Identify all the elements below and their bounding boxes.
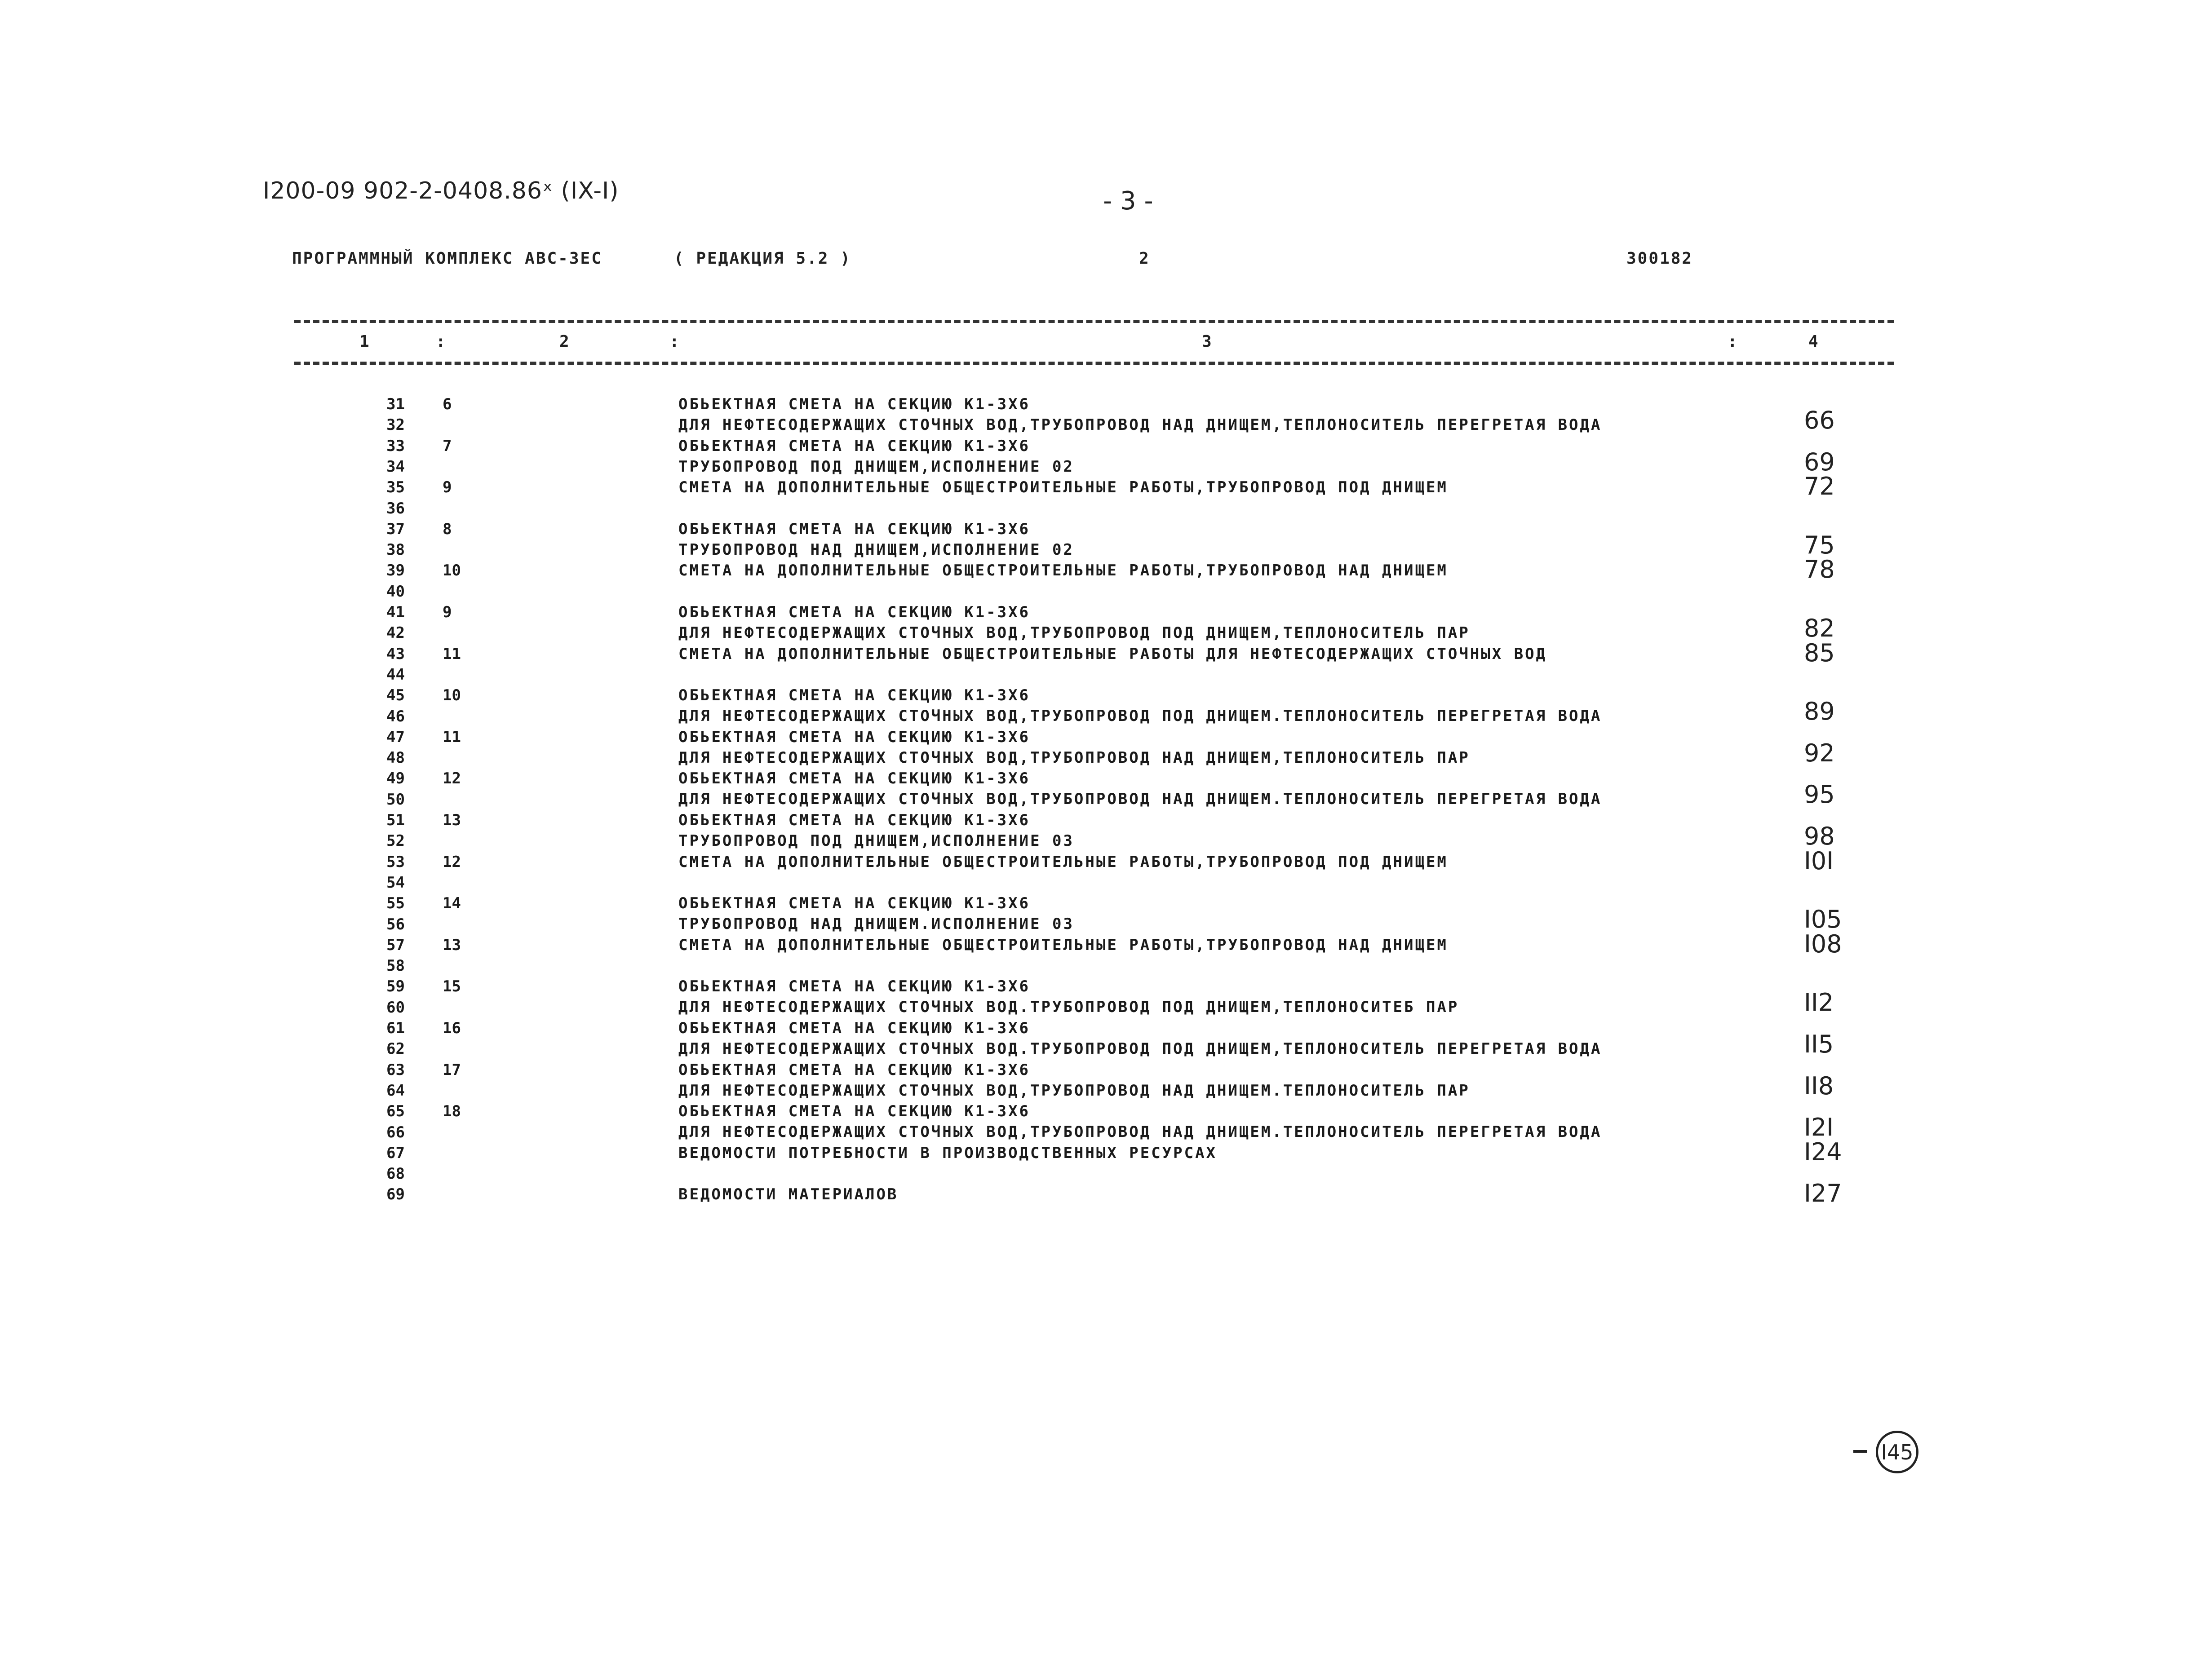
page-number: 72 [1804, 472, 1835, 501]
row-number: 39 [386, 561, 405, 580]
section-number: 10 [443, 561, 461, 580]
row-number: 65 [386, 1102, 405, 1121]
page-number: I0I [1804, 846, 1834, 875]
page-number: 92 [1804, 738, 1835, 767]
row-number: 52 [386, 832, 405, 850]
row-number: 41 [386, 603, 405, 621]
row-number: 32 [386, 416, 405, 434]
table-header-rule [294, 362, 1894, 365]
page-number: 78 [1804, 555, 1835, 584]
section-number: 14 [443, 894, 461, 913]
row-number: 60 [386, 998, 405, 1017]
page-number: I05 [1804, 905, 1842, 934]
entry-text: ОБЬЕКТНАЯ СМЕТА НА СЕКЦИЮ К1-3Х6 [678, 1061, 1031, 1079]
entry-text: ДЛЯ НЕФТЕСОДЕРЖАЩИХ СТОЧНЫХ ВОД,ТРУБОПРОВОД НАД ДНИЩЕМ.ТЕПЛОНОСИТЕЛЬ ПЕРЕГРЕТАЯ ВОДА [678, 790, 1602, 809]
row-number: 36 [386, 499, 405, 517]
row-number: 38 [386, 541, 405, 559]
row-number: 40 [386, 582, 405, 601]
entry-text: ОБЬЕКТНАЯ СМЕТА НА СЕКЦИЮ К1-3Х6 [678, 894, 1031, 913]
sheet-number-stamp: I45 [1876, 1431, 1918, 1473]
row-number: 33 [386, 437, 405, 455]
page-number: 95 [1804, 780, 1835, 809]
entry-text: ТРУБОПРОВОД ПОД ДНИЩЕМ,ИСПОЛНЕНИЕ 03 [678, 832, 1074, 850]
page-mark: - 3 - [1103, 186, 1153, 216]
column-separator-3: : [1728, 332, 1737, 351]
entry-text: ОБЬЕКТНАЯ СМЕТА НА СЕКЦИЮ К1-3Х6 [678, 977, 1031, 996]
section-number: 12 [443, 853, 461, 871]
column-header-3: 3 [1202, 332, 1212, 351]
row-number: 64 [386, 1081, 405, 1100]
page-number: 85 [1804, 638, 1835, 667]
program-name: ПРОГРАММНЫЙ КОМПЛЕКС АВС-ЗЕС [292, 249, 603, 268]
section-number: 6 [443, 395, 452, 413]
entry-text: ОБЬЕКТНАЯ СМЕТА НА СЕКЦИЮ К1-3Х6 [678, 1019, 1031, 1037]
page-number: I2I [1804, 1113, 1834, 1142]
section-number: 7 [443, 437, 452, 455]
entry-text: ДЛЯ НЕФТЕСОДЕРЖАЩИХ СТОЧНЫХ ВОД,ТРУБОПРОВОД ПОД ДНИЩЕМ,ТЕПЛОНОСИТЕЛЬ ПАР [678, 624, 1470, 642]
row-number: 42 [386, 624, 405, 642]
entry-text: ОБЬЕКТНАЯ СМЕТА НА СЕКЦИЮ К1-3Х6 [678, 686, 1031, 705]
entry-text: ОБЬЕКТНАЯ СМЕТА НА СЕКЦИЮ К1-3Х6 [678, 1102, 1031, 1121]
entry-text: ДЛЯ НЕФТЕСОДЕРЖАЩИХ СТОЧНЫХ ВОД,ТРУБОПРОВОД НАД ДНИЩЕМ,ТЕПЛОНОСИТЕЛЬ ПАР [678, 748, 1470, 767]
entry-text: ДЛЯ НЕФТЕСОДЕРЖАЩИХ СТОЧНЫХ ВОД.ТРУБОПРОВОД ПОД ДНИЩЕМ,ТЕПЛОНОСИТЕБ ПАР [678, 998, 1459, 1017]
page-number: I08 [1804, 929, 1842, 958]
entry-text: ДЛЯ НЕФТЕСОДЕРЖАЩИХ СТОЧНЫХ ВОД,ТРУБОПРОВОД ПОД ДНИЩЕМ.ТЕПЛОНОСИТЕЛЬ ПЕРЕГРЕТАЯ ВОДА [678, 707, 1602, 725]
column-separator-2: : [669, 332, 679, 351]
entry-text: СМЕТА НА ДОПОЛНИТЕЛЬНЫЕ ОБЩЕСТРОИТЕЛЬНЫЕ РАБОТЫ,ТРУБОПРОВОД НАД ДНИЩЕМ [678, 936, 1448, 954]
program-code: 300182 [1626, 249, 1693, 268]
section-number: 11 [443, 645, 461, 663]
section-number: 8 [443, 520, 452, 538]
section-number: 13 [443, 811, 461, 829]
program-number: 2 [1139, 249, 1150, 268]
entry-text: СМЕТА НА ДОПОЛНИТЕЛЬНЫЕ ОБЩЕСТРОИТЕЛЬНЫЕ РАБОТЫ ДЛЯ НЕФТЕСОДЕРЖАЩИХ СТОЧНЫХ ВОД [678, 645, 1547, 663]
entry-text: ОБЬЕКТНАЯ СМЕТА НА СЕКЦИЮ К1-3Х6 [678, 769, 1031, 788]
section-number: 13 [443, 936, 461, 954]
column-header-2: 2 [559, 332, 569, 351]
row-number: 58 [386, 957, 405, 975]
row-number: 61 [386, 1019, 405, 1037]
entry-text: ДЛЯ НЕФТЕСОДЕРЖАЩИХ СТОЧНЫХ ВОД,ТРУБОПРОВОД НАД ДНИЩЕМ.ТЕПЛОНОСИТЕЛЬ ПАР [678, 1081, 1470, 1100]
column-header-4: 4 [1808, 332, 1818, 351]
table-top-rule [294, 320, 1894, 323]
entry-text: ОБЬЕКТНАЯ СМЕТА НА СЕКЦИЮ К1-3Х6 [678, 603, 1031, 621]
row-number: 57 [386, 936, 405, 954]
row-number: 67 [386, 1144, 405, 1162]
page-number: II8 [1804, 1071, 1834, 1100]
row-number: 68 [386, 1165, 405, 1183]
page-number: I27 [1804, 1179, 1842, 1208]
entry-text: ОБЬЕКТНАЯ СМЕТА НА СЕКЦИЮ К1-3Х6 [678, 395, 1031, 413]
page-number: 69 [1804, 447, 1835, 476]
row-number: 69 [386, 1185, 405, 1204]
row-number: 53 [386, 853, 405, 871]
row-number: 62 [386, 1040, 405, 1058]
section-number: 18 [443, 1102, 461, 1121]
page-number: 89 [1804, 697, 1835, 726]
entry-text: ТРУБОПРОВОД ПОД ДНИЩЕМ,ИСПОЛНЕНИЕ 02 [678, 457, 1074, 476]
row-number: 47 [386, 728, 405, 746]
section-number: 17 [443, 1061, 461, 1079]
program-revision: ( РЕДАКЦИЯ 5.2 ) [674, 249, 851, 268]
row-number: 51 [386, 811, 405, 829]
entry-text: ОБЬЕКТНАЯ СМЕТА НА СЕКЦИЮ К1-3Х6 [678, 520, 1031, 538]
row-number: 43 [386, 645, 405, 663]
row-number: 37 [386, 520, 405, 538]
row-number: 48 [386, 749, 405, 767]
entry-text: ВЕДОМОСТИ МАТЕРИАЛОВ [678, 1185, 899, 1204]
entry-text: ДЛЯ НЕФТЕСОДЕРЖАЩИХ СТОЧНЫХ ВОД.ТРУБОПРОВОД ПОД ДНИЩЕМ,ТЕПЛОНОСИТЕЛЬ ПЕРЕГРЕТАЯ ВОДА [678, 1040, 1602, 1058]
row-number: 46 [386, 707, 405, 725]
entry-text: СМЕТА НА ДОПОЛНИТЕЛЬНЫЕ ОБЩЕСТРОИТЕЛЬНЫЕ РАБОТЫ,ТРУБОПРОВОД НАД ДНИЩЕМ [678, 561, 1448, 580]
entry-text: ДЛЯ НЕФТЕСОДЕРЖАЩИХ СТОЧНЫХ ВОД,ТРУБОПРОВОД НАД ДНИЩЕМ.ТЕПЛОНОСИТЕЛЬ ПЕРЕГРЕТАЯ ВОДА [678, 1123, 1602, 1141]
section-number: 16 [443, 1019, 461, 1037]
column-separator-1: : [436, 332, 446, 351]
entry-text: ДЛЯ НЕФТЕСОДЕРЖАЩИХ СТОЧНЫХ ВОД,ТРУБОПРОВОД НАД ДНИЩЕМ,ТЕПЛОНОСИТЕЛЬ ПЕРЕГРЕТАЯ ВОДА [678, 416, 1602, 434]
page-number: I24 [1804, 1137, 1842, 1166]
section-number: 11 [443, 728, 461, 746]
row-number: 45 [386, 686, 405, 705]
row-number: 49 [386, 769, 405, 788]
entry-text: ОБЬЕКТНАЯ СМЕТА НА СЕКЦИЮ К1-3Х6 [678, 728, 1031, 746]
row-number: 59 [386, 977, 405, 996]
row-number: 56 [386, 915, 405, 933]
entry-text: СМЕТА НА ДОПОЛНИТЕЛЬНЫЕ ОБЩЕСТРОИТЕЛЬНЫЕ РАБОТЫ,ТРУБОПРОВОД ПОД ДНИЩЕМ [678, 853, 1448, 871]
row-number: 66 [386, 1123, 405, 1141]
entry-text: СМЕТА НА ДОПОЛНИТЕЛЬНЫЕ ОБЩЕСТРОИТЕЛЬНЫЕ РАБОТЫ,ТРУБОПРОВОД ПОД ДНИЩЕМ [678, 478, 1448, 497]
section-number: 12 [443, 769, 461, 788]
page-number: 98 [1804, 822, 1835, 850]
column-header-1: 1 [359, 332, 369, 351]
row-number: 35 [386, 478, 405, 497]
row-number: 34 [386, 457, 405, 476]
entry-text: ТРУБОПРОВОД НАД ДНИЩЕМ.ИСПОЛНЕНИЕ 03 [678, 915, 1074, 933]
section-number: 15 [443, 977, 461, 996]
row-number: 55 [386, 894, 405, 913]
section-number: 9 [443, 603, 452, 621]
row-number: 31 [386, 395, 405, 413]
stamp-dash [1853, 1450, 1867, 1453]
entry-text: ТРУБОПРОВОД НАД ДНИЩЕМ,ИСПОЛНЕНИЕ 02 [678, 540, 1074, 559]
page-number: II5 [1804, 1030, 1834, 1058]
row-number: 50 [386, 790, 405, 809]
page-number: 82 [1804, 614, 1835, 642]
entry-text: ОБЬЕКТНАЯ СМЕТА НА СЕКЦИЮ К1-3Х6 [678, 437, 1031, 455]
section-number: 9 [443, 478, 452, 497]
section-number: 10 [443, 686, 461, 705]
row-number: 44 [386, 665, 405, 684]
row-number: 63 [386, 1061, 405, 1079]
page-number: 75 [1804, 531, 1835, 559]
row-number: 54 [386, 873, 405, 892]
entry-text: ВЕДОМОСТИ ПОТРЕБНОСТИ В ПРОИЗВОДСТВЕННЫХ РЕСУРСАХ [678, 1144, 1218, 1162]
entry-text: ОБЬЕКТНАЯ СМЕТА НА СЕКЦИЮ К1-3Х6 [678, 811, 1031, 829]
document-code: I200-09 902-2-0408.86ˣ (IX-I) [263, 177, 619, 204]
page-number: II2 [1804, 988, 1834, 1017]
page-number: 66 [1804, 406, 1835, 434]
